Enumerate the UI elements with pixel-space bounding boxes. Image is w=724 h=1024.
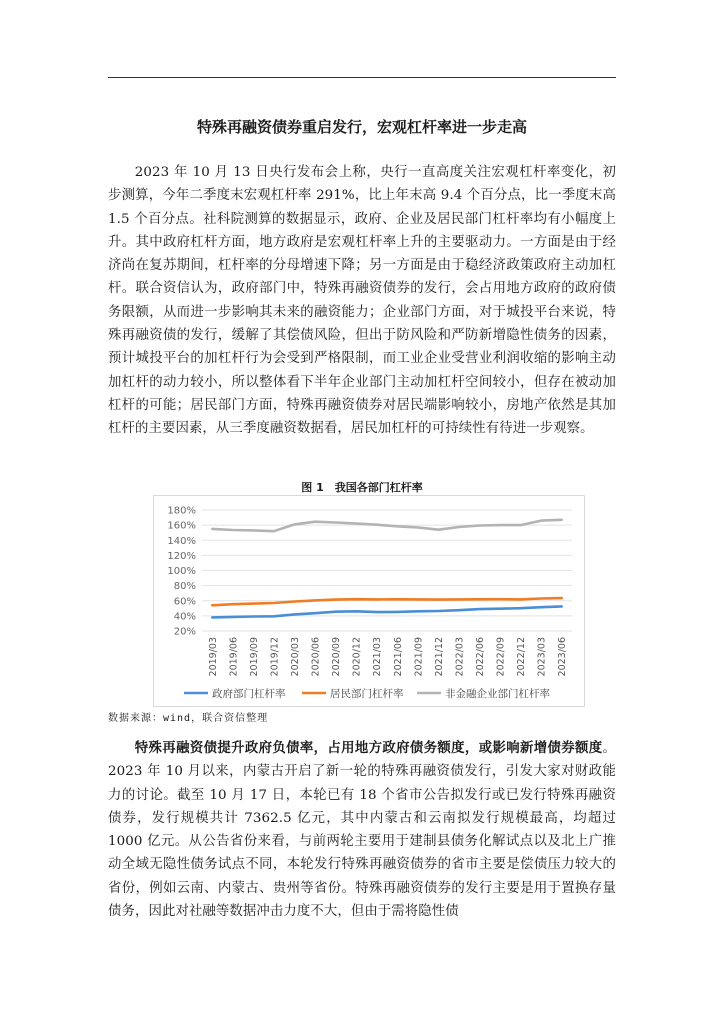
x-tick-label: 2019/03 [207,637,219,677]
x-tick-label: 2022/03 [454,637,466,677]
x-tick-label: 2022/06 [475,637,486,677]
figure-title: 图 1 我国各部门杠杆率 [301,481,423,494]
paragraph-body: 。2023 年 10 月以来，内蒙古开启了新一轮的特殊再融资债发行，引发大家对财政能力的讨论。截至 10 月 17 日，本轮已有 18 个省市公告拟发行或已发行特殊再融资债券，发行规模共计 7362.5 亿元，其中内蒙古和云南拟发行规模最高，均超过 1000 亿元。从公告省份来看，与前两轮主要用于建制县债务化解试点以及北上广推动全域无隐性债务试点不同，本轮发行特殊再融资债券的省市主要是偿债压力较大的省份，例如云南、内蒙古、贵州等省份。特殊再融资债券的发行主要是用于置换存量债务，因此对社融等数据冲击力度不大，但由于需将隐性债 [108,741,616,920]
x-tick-label: 2020/06 [310,637,322,677]
legend-label: 政府部门杠杆率 [212,688,286,700]
paragraph-macro-leverage: 2023 年 10 月 13 日央行发布会上称，央行一直高度关注宏观杠杆率变化，初步测算，今年二季度末宏观杠杆率 291%，比上年末高 9.4 个百分点，比一季度末高 1.5 个百分点。社科院测算的数据显示，政府、企业及居民部门杠杆率均有小幅度上升。其中政府杠杆方面，地方政府是宏观杠杆率上升的主要驱动力。一方面是由于经济尚在复苏期间，杠杆率的分母增速下降；另一方面是由于稳经济政策政府主动加杠杆。联合资信认为，政府部门中，特殊再融资债券的发行，会占用地方政府的政府债务限额，从而进一步影响其未来的融资能力；企业部门方面，对于城投平台来说，特殊再融资债的发行，缓解了其偿债风险，但出于防风险和严防新增隐性债务的因素，预计城投平台的加杠杆行为会受到严格限制，而工业企业受营业利润收缩的影响主动加杠杆的动力较小，所以整体看下半年企业部门主动加杠杆空间较小，但存在被动加杠杆的可能；居民部门方面，特殊再融资债券对居民端影响较小，房地产依然是其加杠杆的主要因素，从三季度融资数据看，居民加杠杆的可持续性有待进一步观察。 [108,165,616,437]
chart-legend [184,687,550,700]
y-tick-label: 120% [167,550,196,562]
x-tick-label: 2019/06 [228,637,240,677]
x-tick-label: 2021/03 [372,637,384,677]
y-tick-label: 20% [173,626,196,638]
x-tick-label: 2019/09 [248,637,260,677]
legend-label: 居民部门杠杆率 [330,688,404,700]
series-line [212,598,561,605]
y-axis-labels [167,506,196,638]
x-tick-label: 2021/06 [392,637,404,677]
legend-label: 非金融企业部门杠杆率 [445,688,550,700]
x-tick-label: 2021/12 [433,637,445,677]
y-tick-label: 80% [173,581,196,593]
y-tick-label: 60% [173,596,196,608]
x-tick-label: 2020/03 [290,637,301,677]
article-title: 特殊再融资债券重启发行，宏观杠杆率进一步走高 [196,118,527,136]
y-tick-label: 100% [167,566,196,577]
x-tick-label: 2019/12 [269,637,281,677]
x-tick-label: 2020/12 [351,637,363,677]
x-tick-label: 2023/06 [557,637,569,677]
paragraph-lead-bold: 特殊再融资债提升政府负债率，占用地方政府债务额度，或影响新增债券额度 [134,740,603,756]
x-tick-label: 2023/03 [536,637,548,677]
paragraph-special-refinancing [108,737,616,923]
y-tick-label: 160% [167,520,196,532]
y-tick-label: 180% [167,505,196,517]
leverage-chart-svg [154,496,584,706]
x-tick-label: 2022/12 [516,637,528,677]
leverage-chart [153,495,585,707]
y-tick-label: 40% [173,611,196,623]
data-source-note: 数据来源：wind，联合资信整理 [108,713,269,724]
header-rule [108,77,616,78]
chart-series-lines [212,520,561,618]
x-tick-label: 2021/09 [413,637,425,677]
y-tick-label: 140% [167,535,196,547]
x-tick-label: 2020/09 [331,637,343,677]
x-tick-label: 2022/09 [495,637,507,677]
x-axis-labels [208,637,568,676]
